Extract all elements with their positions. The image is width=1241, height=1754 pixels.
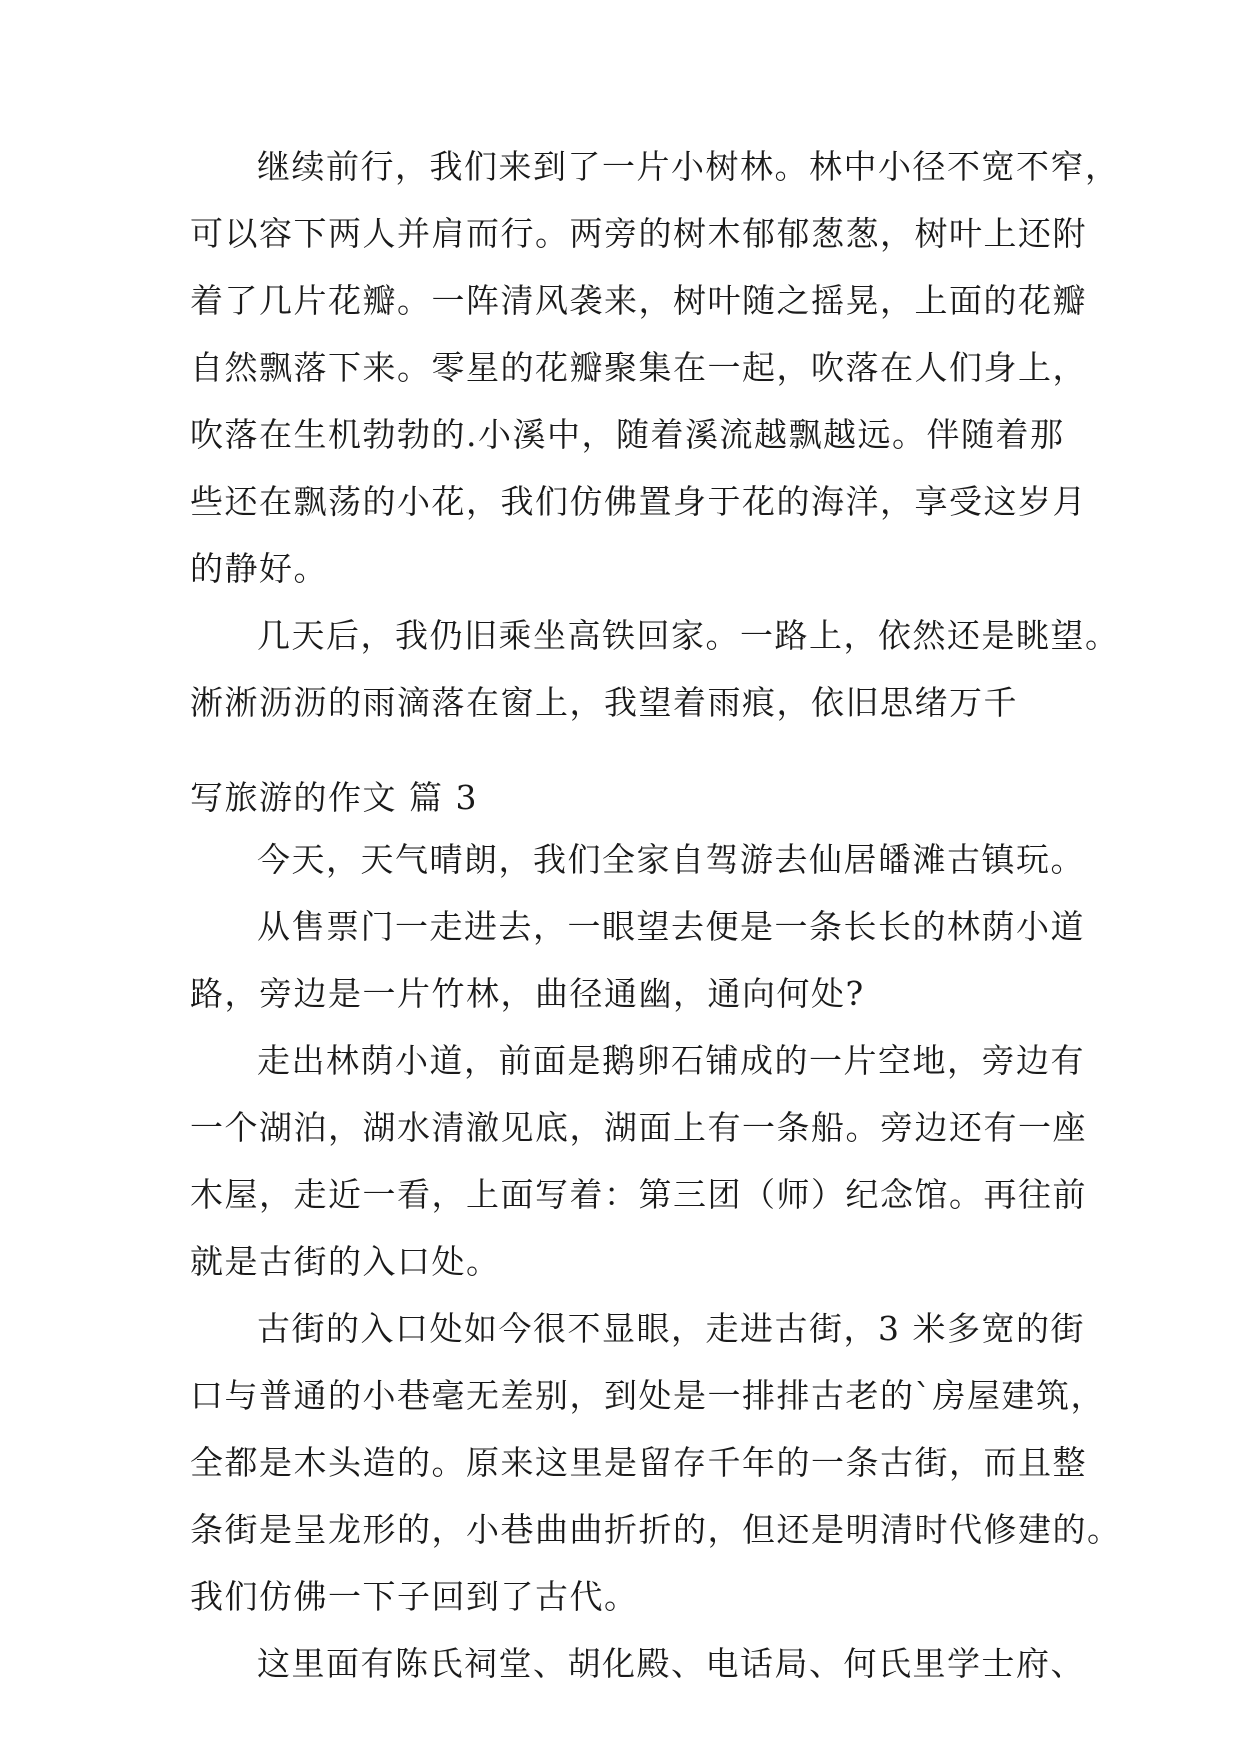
paragraph-line: 路，旁边是一片竹林，曲径通幽，通向何处? bbox=[190, 974, 865, 1013]
paragraph-line: 淅淅沥沥的雨滴落在窗上，我望着雨痕，依旧思绪万千 bbox=[190, 683, 1018, 722]
paragraph-line: 可以容下两人并肩而行。两旁的树木郁郁葱葱，树叶上还附 bbox=[190, 214, 1087, 253]
section-heading: 写旅游的作文 篇 3 bbox=[190, 778, 478, 817]
paragraph-line: 今天，天气晴朗，我们全家自驾游去仙居皤滩古镇玩。 bbox=[257, 840, 1085, 879]
paragraph-line: 几天后，我仍旧乘坐高铁回家。一路上，依然还是眺望。 bbox=[257, 616, 1120, 655]
paragraph-line: 条街是呈龙形的，小巷曲曲折折的，但还是明清时代修建的。 bbox=[190, 1510, 1122, 1549]
paragraph-line: 继续前行，我们来到了一片小树林。林中小径不宽不窄， bbox=[257, 147, 1120, 186]
paragraph-line: 这里面有陈氏祠堂、胡化殿、电话局、何氏里学士府、 bbox=[257, 1644, 1085, 1683]
paragraph-line: 我们仿佛一下子回到了古代。 bbox=[190, 1577, 639, 1616]
paragraph-line: 走出林荫小道，前面是鹅卵石铺成的一片空地，旁边有 bbox=[257, 1041, 1085, 1080]
paragraph-line: 吹落在生机勃勃的.小溪中，随着溪流越飘越远。伴随着那 bbox=[190, 415, 1065, 454]
paragraph-line: 木屋，走近一看，上面写着：第三团（师）纪念馆。再往前 bbox=[190, 1175, 1087, 1214]
paragraph-line: 的静好。 bbox=[190, 549, 328, 588]
paragraph-line: 口与普通的小巷毫无差别，到处是一排排古老的`房屋建筑， bbox=[190, 1376, 1105, 1415]
paragraph-line: 就是古街的入口处。 bbox=[190, 1242, 501, 1281]
paragraph-line: 着了几片花瓣。一阵清风袭来，树叶随之摇晃，上面的花瓣 bbox=[190, 281, 1087, 320]
paragraph-line: 一个湖泊，湖水清澈见底，湖面上有一条船。旁边还有一座 bbox=[190, 1108, 1087, 1147]
paragraph-line: 些还在飘荡的小花，我们仿佛置身于花的海洋，享受这岁月 bbox=[190, 482, 1087, 521]
paragraph-line: 全都是木头造的。原来这里是留存千年的一条古街，而且整 bbox=[190, 1443, 1087, 1482]
paragraph-line: 自然飘落下来。零星的花瓣聚集在一起，吹落在人们身上， bbox=[190, 348, 1087, 387]
paragraph-line: 古街的入口处如今很不显眼，走进古街，3 米多宽的街 bbox=[257, 1309, 1085, 1348]
paragraph-line: 从售票门一走进去，一眼望去便是一条长长的林荫小道 bbox=[257, 907, 1085, 946]
